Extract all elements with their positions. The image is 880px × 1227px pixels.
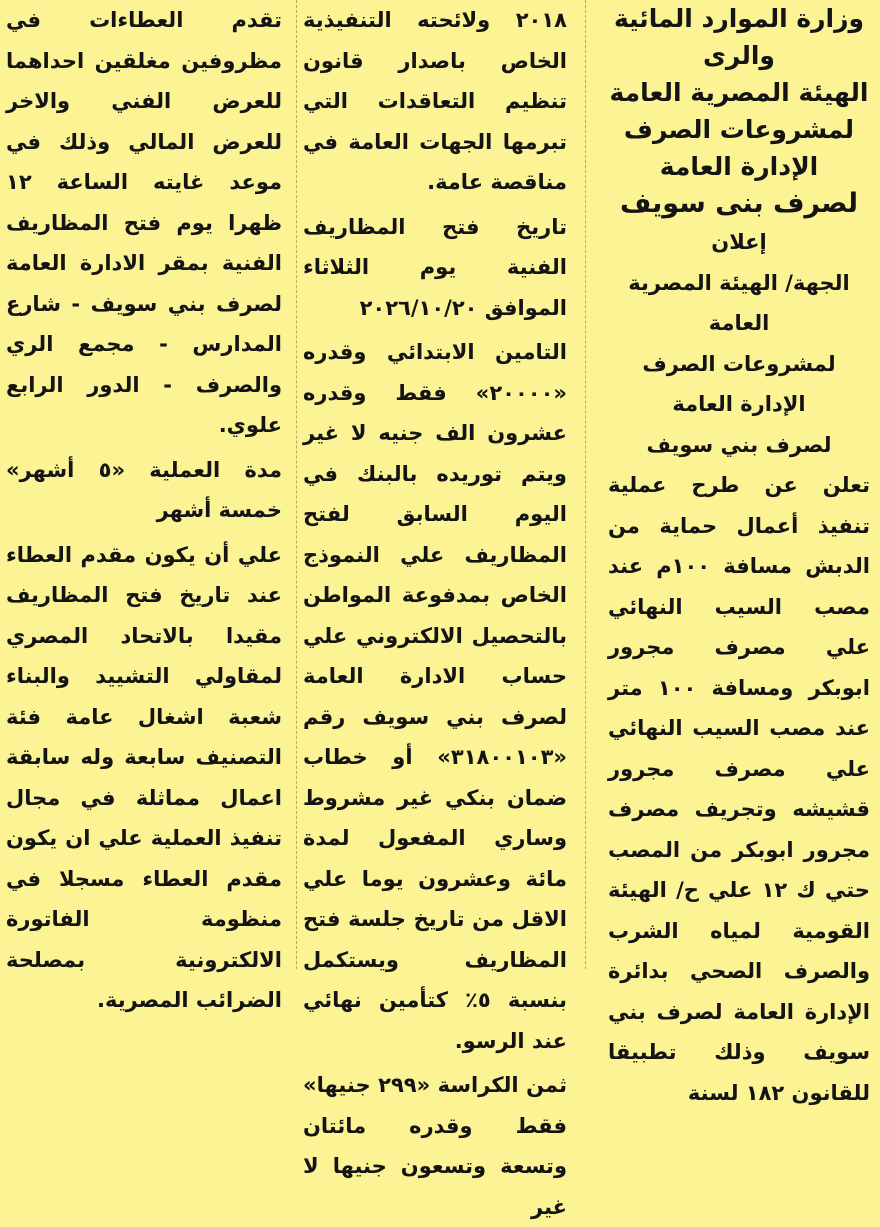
district-title: لصرف بنى سويف [620, 188, 858, 219]
bid-submission: تقدم العطاءات في مظروفين مغلقين احداهما للعرض الفني والاخر للعرض المالي وذلك في موعد غايته الساعة ١٢ ظهرا يوم فتح المظاريف الفنية بمقر الادارة العامة لصرف بني سويف - شارع المدارس - مجمع الري والصرف - الدور الرابع علوي. [6, 8, 282, 437]
column-divider [296, 0, 297, 969]
law-reference: ٢٠١٨ ولائحته التنفيذية الخاص باصدار قانون تنظيم التعاقدات التي تبرمها الجهات العامة في مناقصة عامة. [303, 8, 567, 194]
ministry-title: وزارة الموارد المائية والرى [613, 4, 865, 70]
bidder-requirements: علي أن يكون مقدم العطاء عند تاريخ فتح المظاريف مقيدا بالاتحاد المصري لمقاولي التشييد والبناء شعبة اشغال عامة فئة التصنيف سابعة وله سابقة اعمال مماثلة في مجال تنفيذ العملية علي ان يكون مقدم العطاء مسجلا في منظومة الفاتورة الالكترونية بمصلحة الضرائب المصرية. [6, 542, 282, 1012]
announcement-body: تعلن عن طرح عملية تنفيذ أعمال حماية من الدبش مسافة ١٠٠م عند مصب السيب النهائي علي مصرف مجرور ابوبكر ومسافة ١٠٠ متر عند مصب السيب النهائي علي مصرف مجرور قشيشه وتجريف مصرف مجرور ابوبكر من المصب حتي ك ١٢ علي ح/ الهيئة القومية لمياه الشرب والصرف الصحي بدائرة الإدارة العامة لصرف بني سويف وذلك تطبيقا للقانون ١٨٢ لسنة [608, 473, 871, 1105]
initial-insurance: التامين الابتدائي وقدره «٢٠٠٠٠» فقط وقدره عشرون الف جنيه لا غير ويتم توريده بالبنك في اليوم السابق لفتح المظاريف علي النموذج الخاص بمدفوعة المواطن بالتحصيل الالكتروني علي حساب الادارة العامة لصرف بني سويف رقم «٣١٨٠٠١٠٣» أو خطاب ضمان بنكي غير مشروط وساري المفعول لمدة مائة وعشرون يوما علي الاقل من تاريخ جلسة فتح المظاريف ويستكمل بنسبة ٥٪ كتأمين نهائي عند الرسو. [303, 340, 567, 1053]
column-divider [585, 0, 586, 969]
entity-line: لصرف بني سويف [646, 432, 832, 457]
administration-title: الإدارة العامة [659, 152, 819, 181]
booklet-price: ثمن الكراسة «٢٩٩ جنيها» فقط وقدره مائتان وتسعة وتسعون جنيها لا غير [303, 1073, 567, 1219]
entity-line: الإدارة العامة [672, 392, 806, 416]
middle-column [303, 0, 567, 1219]
right-column [608, 0, 871, 1105]
project-duration: مدة العملية «٥ أشهر» خمسة أشهر [6, 457, 282, 522]
announcement-heading: إعلان [711, 230, 767, 254]
left-column [6, 0, 282, 1012]
authority-title-cont: لمشروعات الصرف [623, 115, 855, 144]
authority-title: الهيئة المصرية العامة [609, 78, 869, 107]
entity-line: الجهة/ الهيئة المصرية العامة [628, 270, 850, 335]
entity-line: لمشروعات الصرف [642, 351, 836, 376]
opening-date: تاريخ فتح المظاريف الفنية يوم الثلاثاء الموافق ٢٠٢٦/١٠/٢٠ [303, 214, 567, 320]
